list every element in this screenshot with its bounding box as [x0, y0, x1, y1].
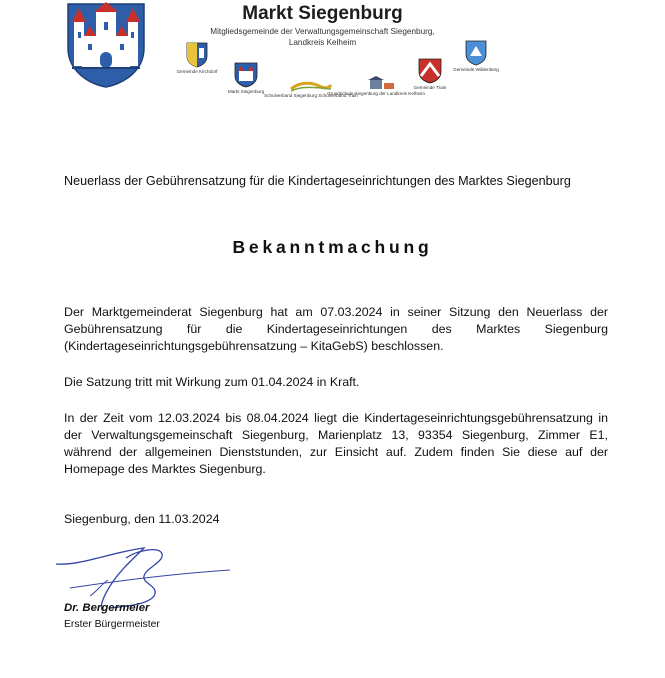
grundschule-logo-icon [356, 76, 396, 90]
schulverband-caption: Schulverband Siegenburg Schulverband Train [264, 93, 358, 98]
municipality-title: Markt Siegenburg [242, 3, 403, 24]
place-and-date: Siegenburg, den 11.03.2024 [64, 512, 220, 526]
train-crest-icon [418, 58, 442, 84]
crest-train [414, 58, 446, 90]
siegenburg-caption: Markt Siegenburg [227, 89, 265, 94]
paragraph-effective-date: Die Satzung tritt mit Wirkung zum 01.04.2024 in Kraft. [64, 375, 360, 389]
grundschule-caption: Grundschule Siegenburg der Landkreis Kelheim [327, 91, 425, 96]
notice-heading: Bekanntmachung [232, 237, 433, 257]
wildenberg-caption: Gemeinde Wildenberg [453, 67, 499, 72]
wildenberg-crest-icon [465, 40, 487, 66]
crest-wildenberg [453, 40, 499, 72]
siegenburg-coat-of-arms [66, 2, 146, 88]
siegenburg-small-crest-icon [234, 62, 258, 88]
signer-role: Erster Bürgermeister [64, 619, 160, 630]
signer-name: Dr. Bergermeier [64, 602, 150, 614]
kirchdorf-crest-icon [186, 42, 208, 68]
crest-grundschule [327, 76, 425, 96]
notice-subject: Neuerlass der Gebührensatzung für die Kindertageseinrichtungen des Marktes Siegenburg [64, 174, 571, 188]
subtitle-line-2: Landkreis Kelheim [288, 38, 357, 47]
subtitle-line-1: Mitgliedsgemeinde der Verwaltungsgemeinschaft Siegenburg, [210, 27, 435, 36]
paragraph-resolution: Der Marktgemeinderat Siegenburg hat am 07.03.2024 in seiner Sitzung den Neuerlass der Gebührensatzung für die Kindertageseinrichtungen des Marktes Siegenburg (Kindertageseinrichtungsgebührensatzung – KitaGebS) beschlossen. [64, 305, 608, 353]
crest-kirchdorf [176, 42, 218, 74]
municipality-subtitle [200, 26, 445, 48]
paragraph-inspection: In der Zeit vom 12.03.2024 bis 08.04.2024 liegt die Kindertageseinrichtungsgebührensatzung in der Verwaltungsgemeinschaft Siegenburg, Marienplatz 13, 93354 Siegenburg, Zimmer E1, während der allgemeinen Dienststunden, zur Einsicht auf. Zudem finden Sie diese auf der Homepage des Marktes Siegenburg. [64, 411, 608, 476]
kirchdorf-caption: Gemeinde Kirchdorf [176, 69, 218, 74]
train-caption: Gemeinde Train [413, 85, 447, 90]
crest-markt-siegenburg [228, 62, 264, 94]
